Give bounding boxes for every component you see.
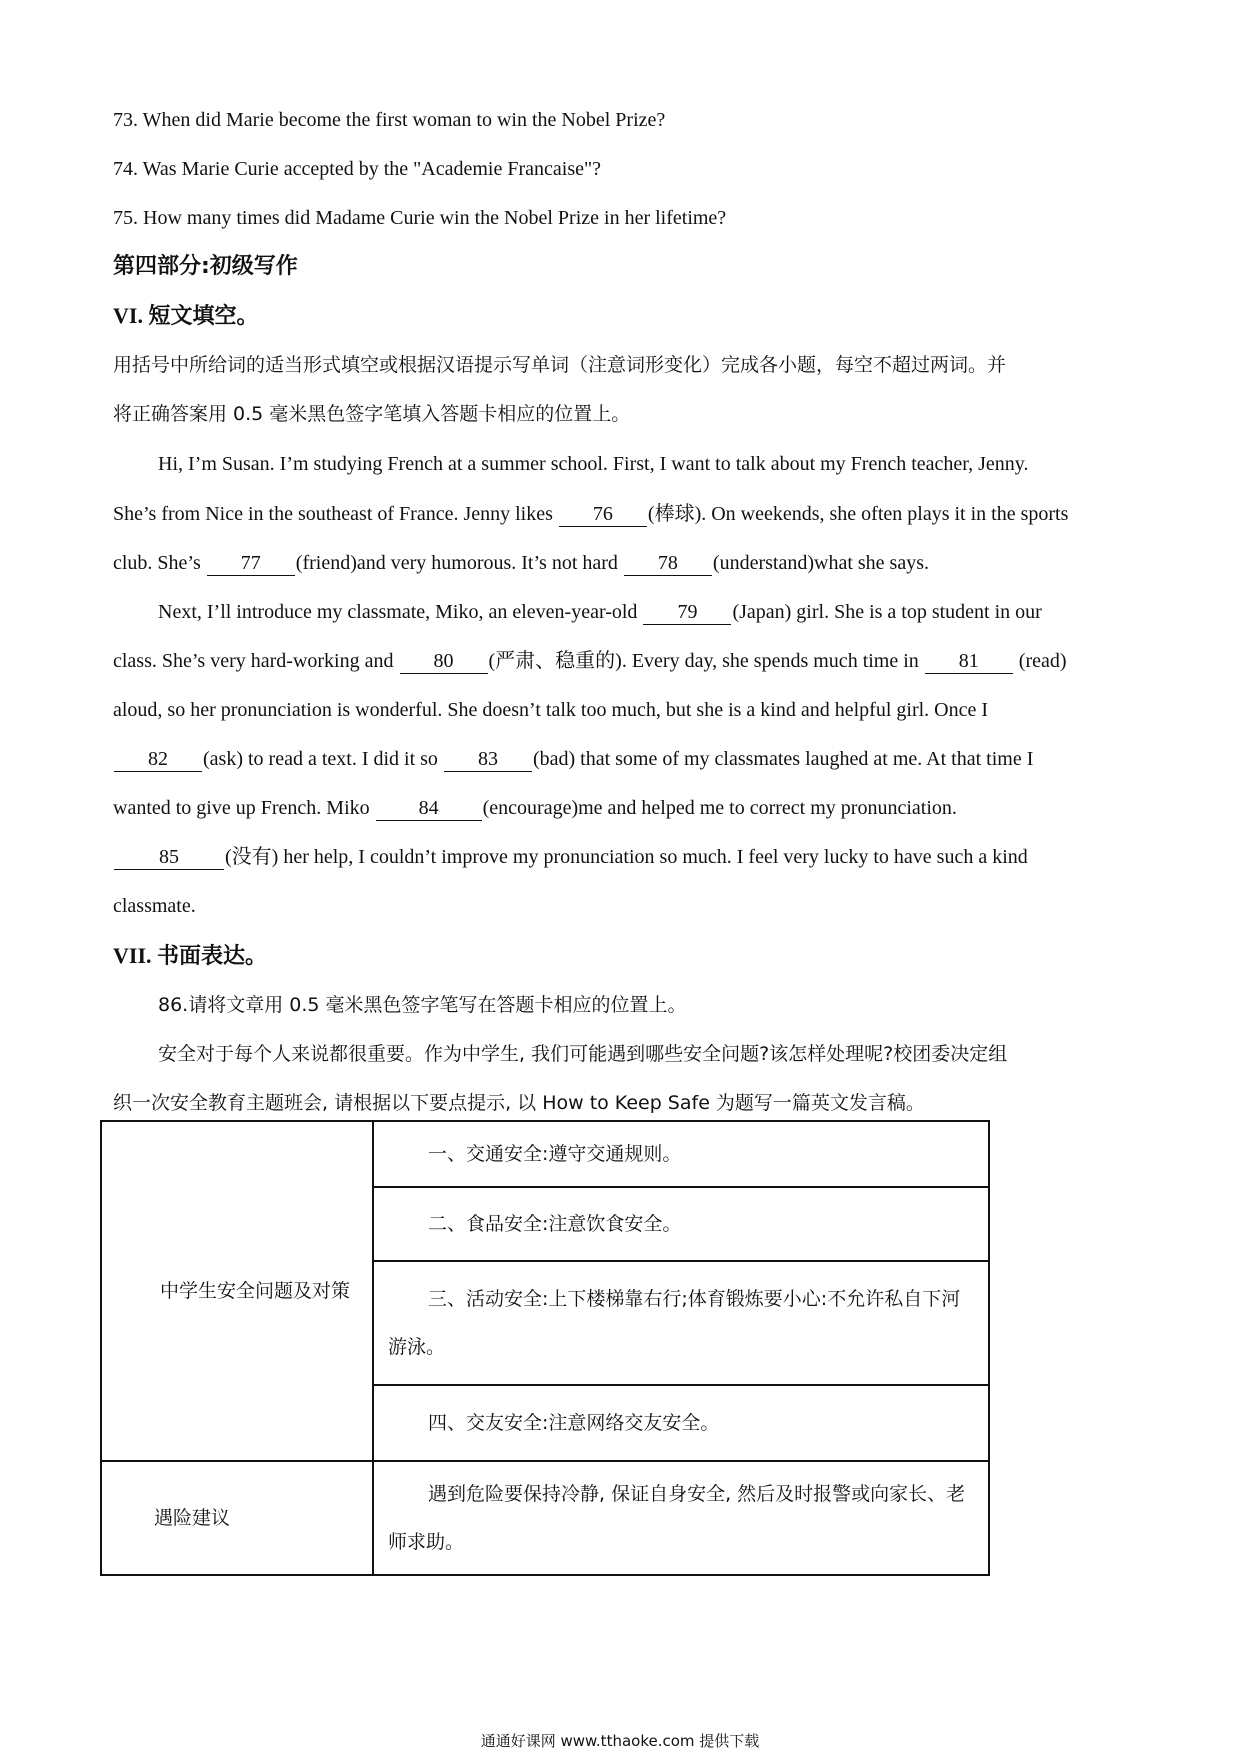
passage-p1-line2 [113, 500, 1133, 528]
passage-p2-line7: classmate. [113, 895, 196, 917]
blank-81[interactable]: 81 [925, 649, 1013, 674]
text-segment: (friend)and very humorous. It’s not hard [295, 552, 623, 574]
passage-p2-line5 [113, 794, 1133, 822]
table-item-activity: 三、活动安全:上下楼梯靠右行;体育锻炼要小心:不允许私自下河游泳。 [373, 1261, 989, 1385]
question-73: 73. When did Marie become the first woman to win the Nobel Prize? [113, 109, 666, 131]
section7-prompt-line2: 织一次安全教育主题班会, 请根据以下要点提示, 以 How to Keep Safe 为题写一篇英文发言稿。 [113, 1092, 925, 1114]
passage-p2-line3: aloud, so her pronunciation is wonderful. She doesn’t talk too much, but she is a kind and helpful girl. Once I [113, 699, 989, 721]
table-item-food: 二、食品安全:注意饮食安全。 [373, 1187, 989, 1261]
text-segment: (严肃、稳重的). Every day, she spends much time in [488, 650, 924, 672]
text-segment: (棒球). On weekends, she often plays it in the sports [647, 503, 1069, 525]
question-75: 75. How many times did Madame Curie win the Nobel Prize in her lifetime? [113, 207, 727, 229]
text-segment: wanted to give up French. Miko [113, 797, 375, 819]
section6-instruction-line2: 将正确答案用 0.5 毫米黑色签字笔填入答题卡相应的位置上。 [113, 403, 631, 425]
passage-p1-line1: Hi, I’m Susan. I’m studying French at a summer school. First, I want to talk about my French teacher, Jenny. [158, 453, 1029, 475]
table-row [101, 1461, 989, 1575]
blank-78[interactable]: 78 [624, 551, 712, 576]
text-segment: (understand)what she says. [712, 552, 929, 574]
question-74: 74. Was Marie Curie accepted by the "Academie Francaise"? [113, 158, 602, 180]
table-label-safety-issues: 中学生安全问题及对策 [101, 1121, 373, 1461]
passage-p2-line1 [158, 598, 1178, 626]
text-segment: (没有) her help, I couldn’t improve my pronunciation so much. I feel very lucky to have such a kind [225, 846, 1028, 868]
blank-76[interactable]: 76 [559, 502, 647, 527]
table-row [101, 1121, 989, 1187]
table-item-traffic: 一、交通安全:遵守交通规则。 [373, 1121, 989, 1187]
text-segment: (Japan) girl. She is a top student in our [732, 601, 1042, 623]
section7-instruction: 86.请将文章用 0.5 毫米黑色签字笔写在答题卡相应的位置上。 [158, 994, 687, 1016]
text-segment: (encourage)me and helped me to correct my pronunciation. [482, 797, 957, 819]
blank-83[interactable]: 83 [444, 747, 532, 772]
safety-table [100, 1120, 990, 1576]
passage-p1-line3 [113, 549, 1133, 577]
blank-77[interactable]: 77 [207, 551, 295, 576]
blank-82[interactable]: 82 [114, 747, 202, 772]
text-segment: Next, I’ll introduce my classmate, Miko, an eleven-year-old [158, 601, 643, 623]
page-footer: 通通好课网 www.tthaoke.com 提供下载 [480, 1732, 760, 1750]
text-segment: club. She’s [113, 552, 206, 574]
section7-prompt-line1: 安全对于每个人来说都很重要。作为中学生, 我们可能遇到哪些安全问题?该怎样处理呢?校团委决定组 [158, 1043, 1008, 1065]
text-segment: (ask) to read a text. I did it so [203, 748, 443, 770]
blank-85[interactable]: 85 [114, 845, 224, 870]
blank-84[interactable]: 84 [376, 796, 482, 821]
passage-p2-line2 [113, 647, 1133, 675]
section6-instruction-line1: 用括号中所给词的适当形式填空或根据汉语提示写单词（注意词形变化）完成各小题，每空不超过两词。并 [113, 354, 1007, 376]
section6-title: VI. 短文填空。 [113, 303, 259, 328]
table-label-advice: 遇险建议 [101, 1461, 373, 1575]
text-segment: (bad) that some of my classmates laughed at me. At that time I [532, 748, 1034, 770]
section7-title: VII. 书面表达。 [113, 943, 268, 968]
passage-p2-line6 [113, 843, 1133, 871]
text-segment: (read) [1013, 650, 1067, 672]
part4-title: 第四部分:初级写作 [113, 254, 298, 279]
blank-80[interactable]: 80 [400, 649, 488, 674]
text-segment: She’s from Nice in the southeast of France. Jenny likes [113, 503, 558, 525]
blank-79[interactable]: 79 [643, 600, 731, 625]
text-segment: class. She’s very hard-working and [113, 650, 399, 672]
table-advice-text: 遇到危险要保持冷静, 保证自身安全, 然后及时报警或向家长、老师求助。 [373, 1461, 989, 1575]
passage-p2-line4 [113, 745, 1133, 773]
table-item-friendship: 四、交友安全:注意网络交友安全。 [373, 1385, 989, 1461]
